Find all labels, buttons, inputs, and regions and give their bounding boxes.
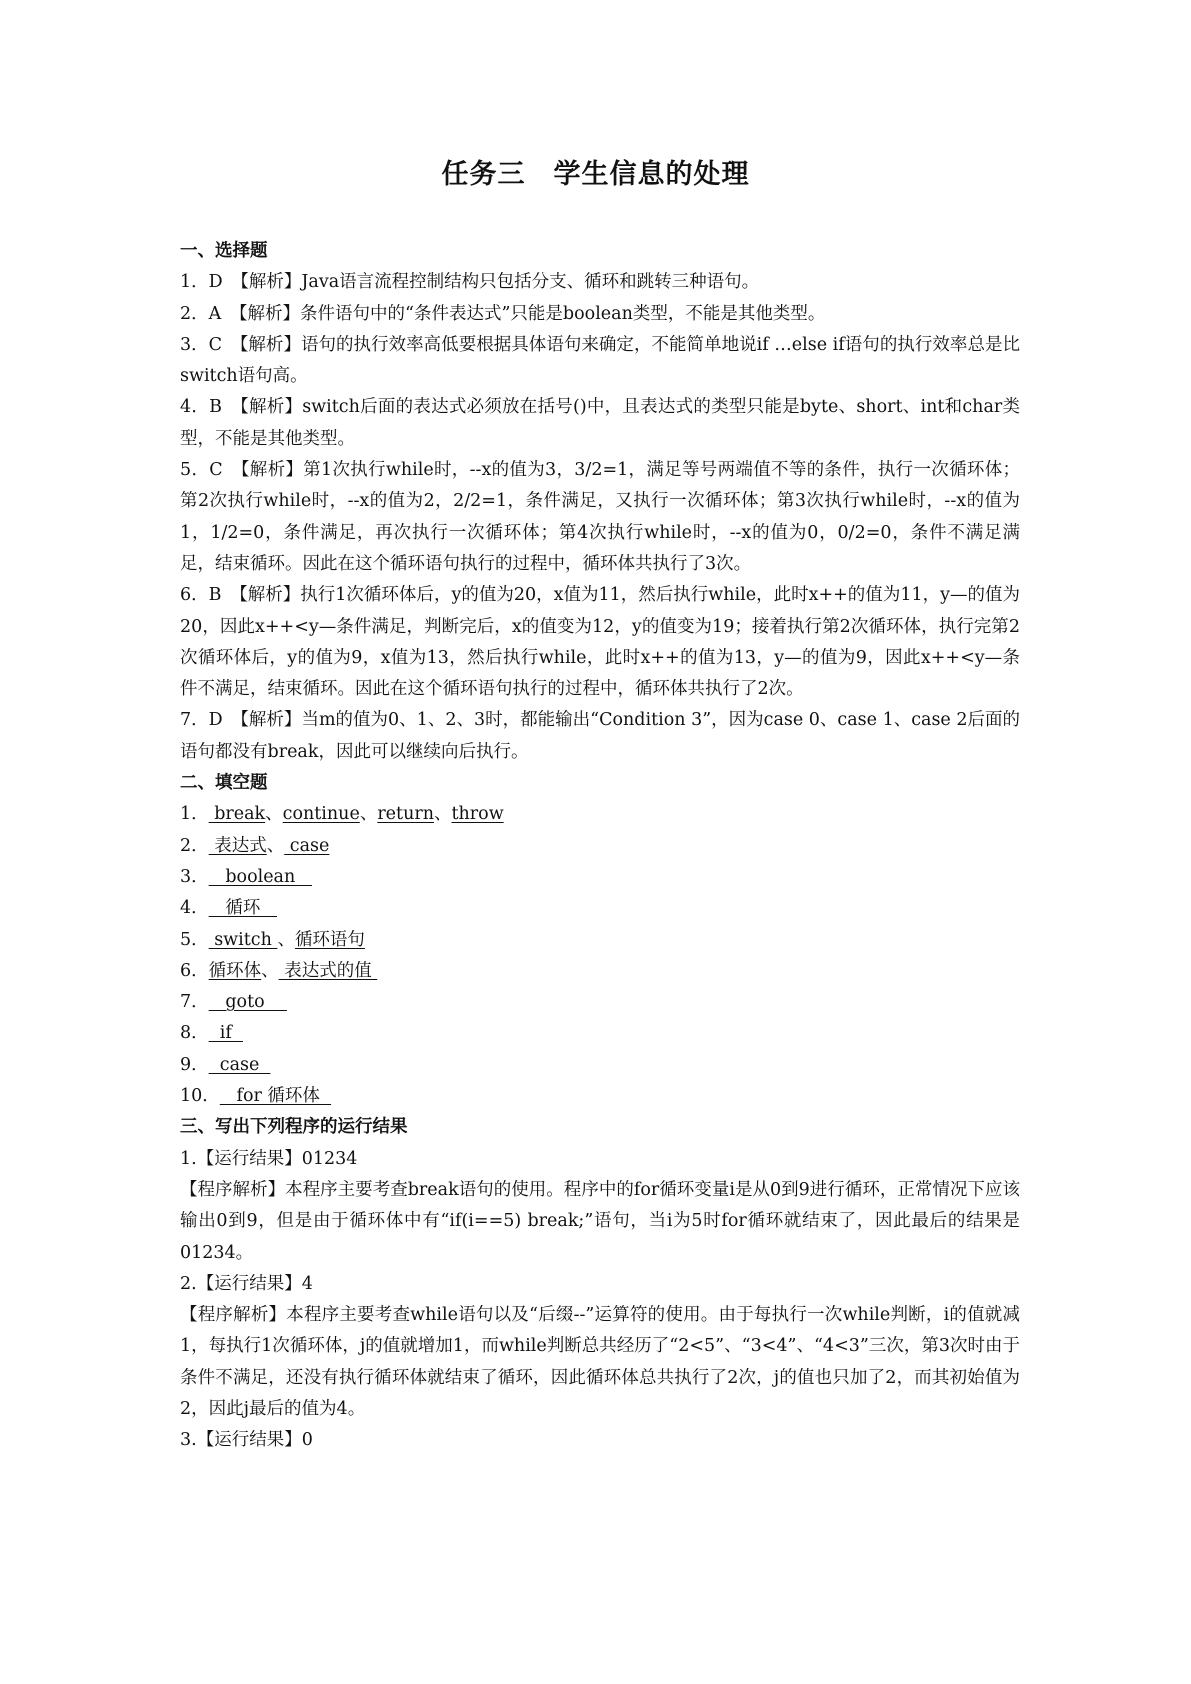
result-2: 2.【运行结果】4 <box>180 1273 313 1294</box>
fill-answer-separator: 、 <box>266 835 285 856</box>
fill-answer-blank: 表达式 <box>208 835 267 856</box>
fill-answer-blank: 表达式的值 <box>278 960 378 981</box>
choice-answer-7: 7．D 【解析】当m的值为0、1、2、3时，都能输出“Condition 3”，因为case 0、case 1、case 2后面的语句都没有break，因此可以继续向后执行。 <box>180 710 1020 762</box>
fill-answer-blank: 循环 <box>208 898 278 919</box>
page-title: 任务三 学生信息的处理 <box>441 159 750 190</box>
fill-answer-number: 9． <box>180 1054 209 1075</box>
fill-answer-blank: switch <box>208 929 278 950</box>
fill-answer-separator: 、 <box>359 804 378 825</box>
choice-answer-4: 4．B 【解析】switch后面的表达式必须放在括号()中，且表达式的类型只能是byte、short、int和char类型，不能是其他类型。 <box>180 397 1020 449</box>
fill-answer-blank: goto <box>208 992 287 1013</box>
choice-answer-6: 6．B 【解析】执行1次循环体后，y的值为20，x值为11，然后执行while，此时x++的值为11，y—的值为20，因此x++<y—条件满足，判断完后，x的值变为12，y的值变为19；接着执行第2次循环体，执行完第2次循环体后，y的值为9，x值为13，然后执行while，此时x++的值为13，y—的值为9，因此x++<y—条件不满足，结束循环。因此在这个循环语句执行的过程中，循环体共执行了2次。 <box>180 585 1020 700</box>
section-heading-results: 三、写出下列程序的运行结果 <box>180 1117 408 1138</box>
fill-answer-blank: 循环语句 <box>294 929 365 950</box>
fill-answer-6 <box>180 956 1020 987</box>
fill-answer-2 <box>180 831 1020 862</box>
fill-answer-separator: 、 <box>261 960 279 981</box>
fill-answer-number: 8． <box>180 1023 209 1044</box>
fill-answer-blank: for 循环体 <box>219 1086 332 1107</box>
fill-answer-8 <box>180 1018 1020 1049</box>
fill-answer-7 <box>180 987 1020 1018</box>
result-2-analysis: 【程序解析】本程序主要考查while语句以及“后缀--”运算符的使用。由于每执行一次while判断，i的值就减1，每执行1次循环体，j的值就增加1，而while判断总共经历了“2<5”、“3<4”、“4<3”三次，第3次时由于条件不满足，还没有执行循环体就结束了循环，因此循环体总共执行了2次，j的值也只加了2，而其初始值为2，因此j最后的值为4。 <box>180 1305 1020 1419</box>
fill-answer-number: 7． <box>180 992 209 1013</box>
fill-answer-number: 4． <box>180 898 209 919</box>
fill-answer-separator: 、 <box>265 804 283 825</box>
fill-answer-blank: if <box>208 1023 243 1044</box>
fill-answer-number: 5． <box>180 929 209 950</box>
fill-answer-blank: throw <box>451 804 504 825</box>
fill-answer-number: 6． <box>180 960 209 981</box>
choice-answer-5: 5．C 【解析】第1次执行while时，--x的值为3，3/2=1，满足等号两端值不等的条件，执行一次循环体；第2次执行while时，--x的值为2，2/2=1，条件满足，又执行一次循环体；第3次执行while时，--x的值为1，1/2=0，条件满足，再次执行一次循环体；第4次执行while时，--x的值为0，0/2=0，条件不满足满足，结束循环。因此在这个循环语句执行的过程中，循环体共执行了3次。 <box>180 460 1020 574</box>
choice-answer-1: 1．D 【解析】Java语言流程控制结构只包括分支、循环和跳转三种语句。 <box>180 272 760 293</box>
result-3: 3.【运行结果】0 <box>180 1430 313 1451</box>
fill-answer-3 <box>180 862 1020 893</box>
result-1: 1.【运行结果】01234 <box>180 1148 358 1169</box>
fill-answer-separator: 、 <box>277 929 295 950</box>
result-1-analysis: 【程序解析】本程序主要考查break语句的使用。程序中的for循环变量i是从0到9进行循环，正常情况下应该输出0到9，但是由于循环体中有“if(i==5) break;”语句，当i为5时for循环就结束了，因此最后的结果是01234。 <box>180 1179 1020 1263</box>
section-heading-choice: 一、选择题 <box>180 241 268 261</box>
document-body <box>180 236 1020 1457</box>
fill-answer-5 <box>180 925 1020 956</box>
fill-answer-number: 2． <box>180 835 209 856</box>
fill-answer-blank: case <box>284 835 330 856</box>
fill-answer-number: 3． <box>180 866 209 887</box>
fill-answer-blank: 循环体 <box>208 960 262 981</box>
fill-answer-4 <box>180 893 1020 924</box>
fill-answer-number: 10． <box>180 1086 220 1107</box>
fill-answer-separator: 、 <box>433 804 452 825</box>
fill-answer-10 <box>180 1081 1020 1112</box>
fill-answer-blank: continue <box>282 804 360 825</box>
fill-answer-blank: boolean <box>208 866 312 887</box>
fill-answer-1 <box>180 799 1020 830</box>
fill-answer-list <box>180 799 1020 1112</box>
fill-answer-9 <box>180 1050 1020 1081</box>
fill-answer-number: 1． <box>180 804 209 825</box>
fill-answer-blank: return <box>377 804 434 825</box>
choice-answer-2: 2．A 【解析】条件语句中的“条件表达式”只能是boolean类型，不能是其他类型。 <box>180 303 826 324</box>
fill-answer-blank: break <box>208 804 266 825</box>
choice-answer-3: 3．C 【解析】语句的执行效率高低要根据具体语句来确定，不能简单地说if …else if语句的执行效率总是比switch语句高。 <box>180 334 1020 387</box>
section-heading-fill: 二、填空题 <box>180 773 268 794</box>
fill-answer-blank: case <box>208 1054 271 1075</box>
